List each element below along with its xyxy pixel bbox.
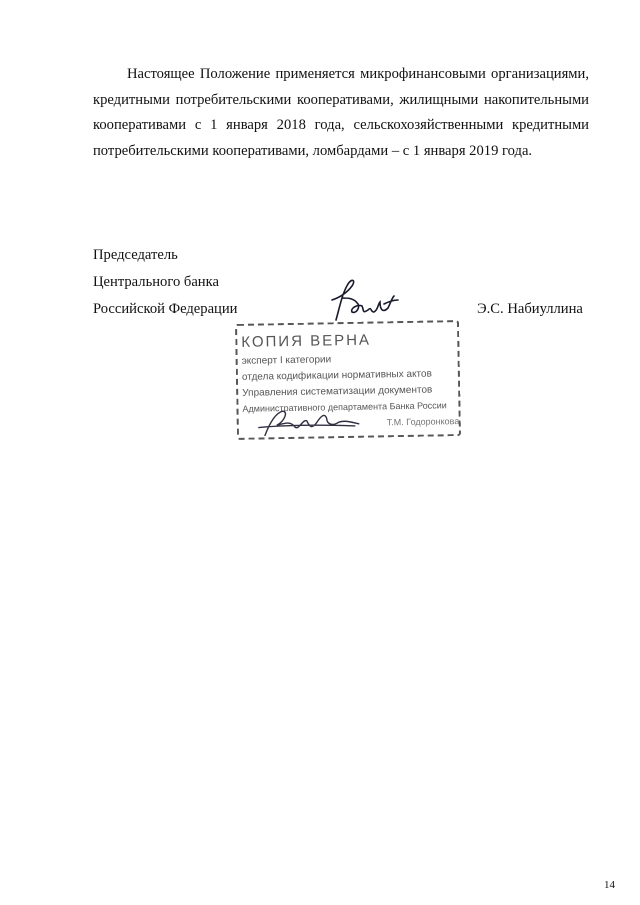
signatory-title-line2: Центрального банка [93,274,219,290]
stamp-line-4: Административного департамента Банка России [242,400,447,414]
stamp-line-3: Управления систематизации документов [242,384,433,399]
certified-copy-stamp [235,320,461,440]
signatory-title-line3: Российской Федерации [93,301,238,317]
stamp-line-1: эксперт I категории [241,354,332,367]
signatory-title-line1: Председатель [93,247,178,263]
stamp-line-2: отдела кодификации нормативных актов [241,368,432,383]
stamp-signature [254,404,365,440]
page-number: 14 [604,879,615,891]
signatory-name: Э.С. Набиуллина [477,301,583,317]
closing-paragraph: Настоящее Положение применяется микрофинансовыми организациями, кредитными потребительскими кооперативами, жилищными накопительными кооперативами с 1 января 2018 года, сельскохозяйственными кредитными потребительскими кооперативами, ломбардами – с 1 января 2019 года. [93,66,589,159]
handwritten-signature [318,276,408,326]
stamp-title: КОПИЯ ВЕРНА [241,331,372,351]
stamp-signer-name: Т.М. Годоронкова [386,416,460,428]
